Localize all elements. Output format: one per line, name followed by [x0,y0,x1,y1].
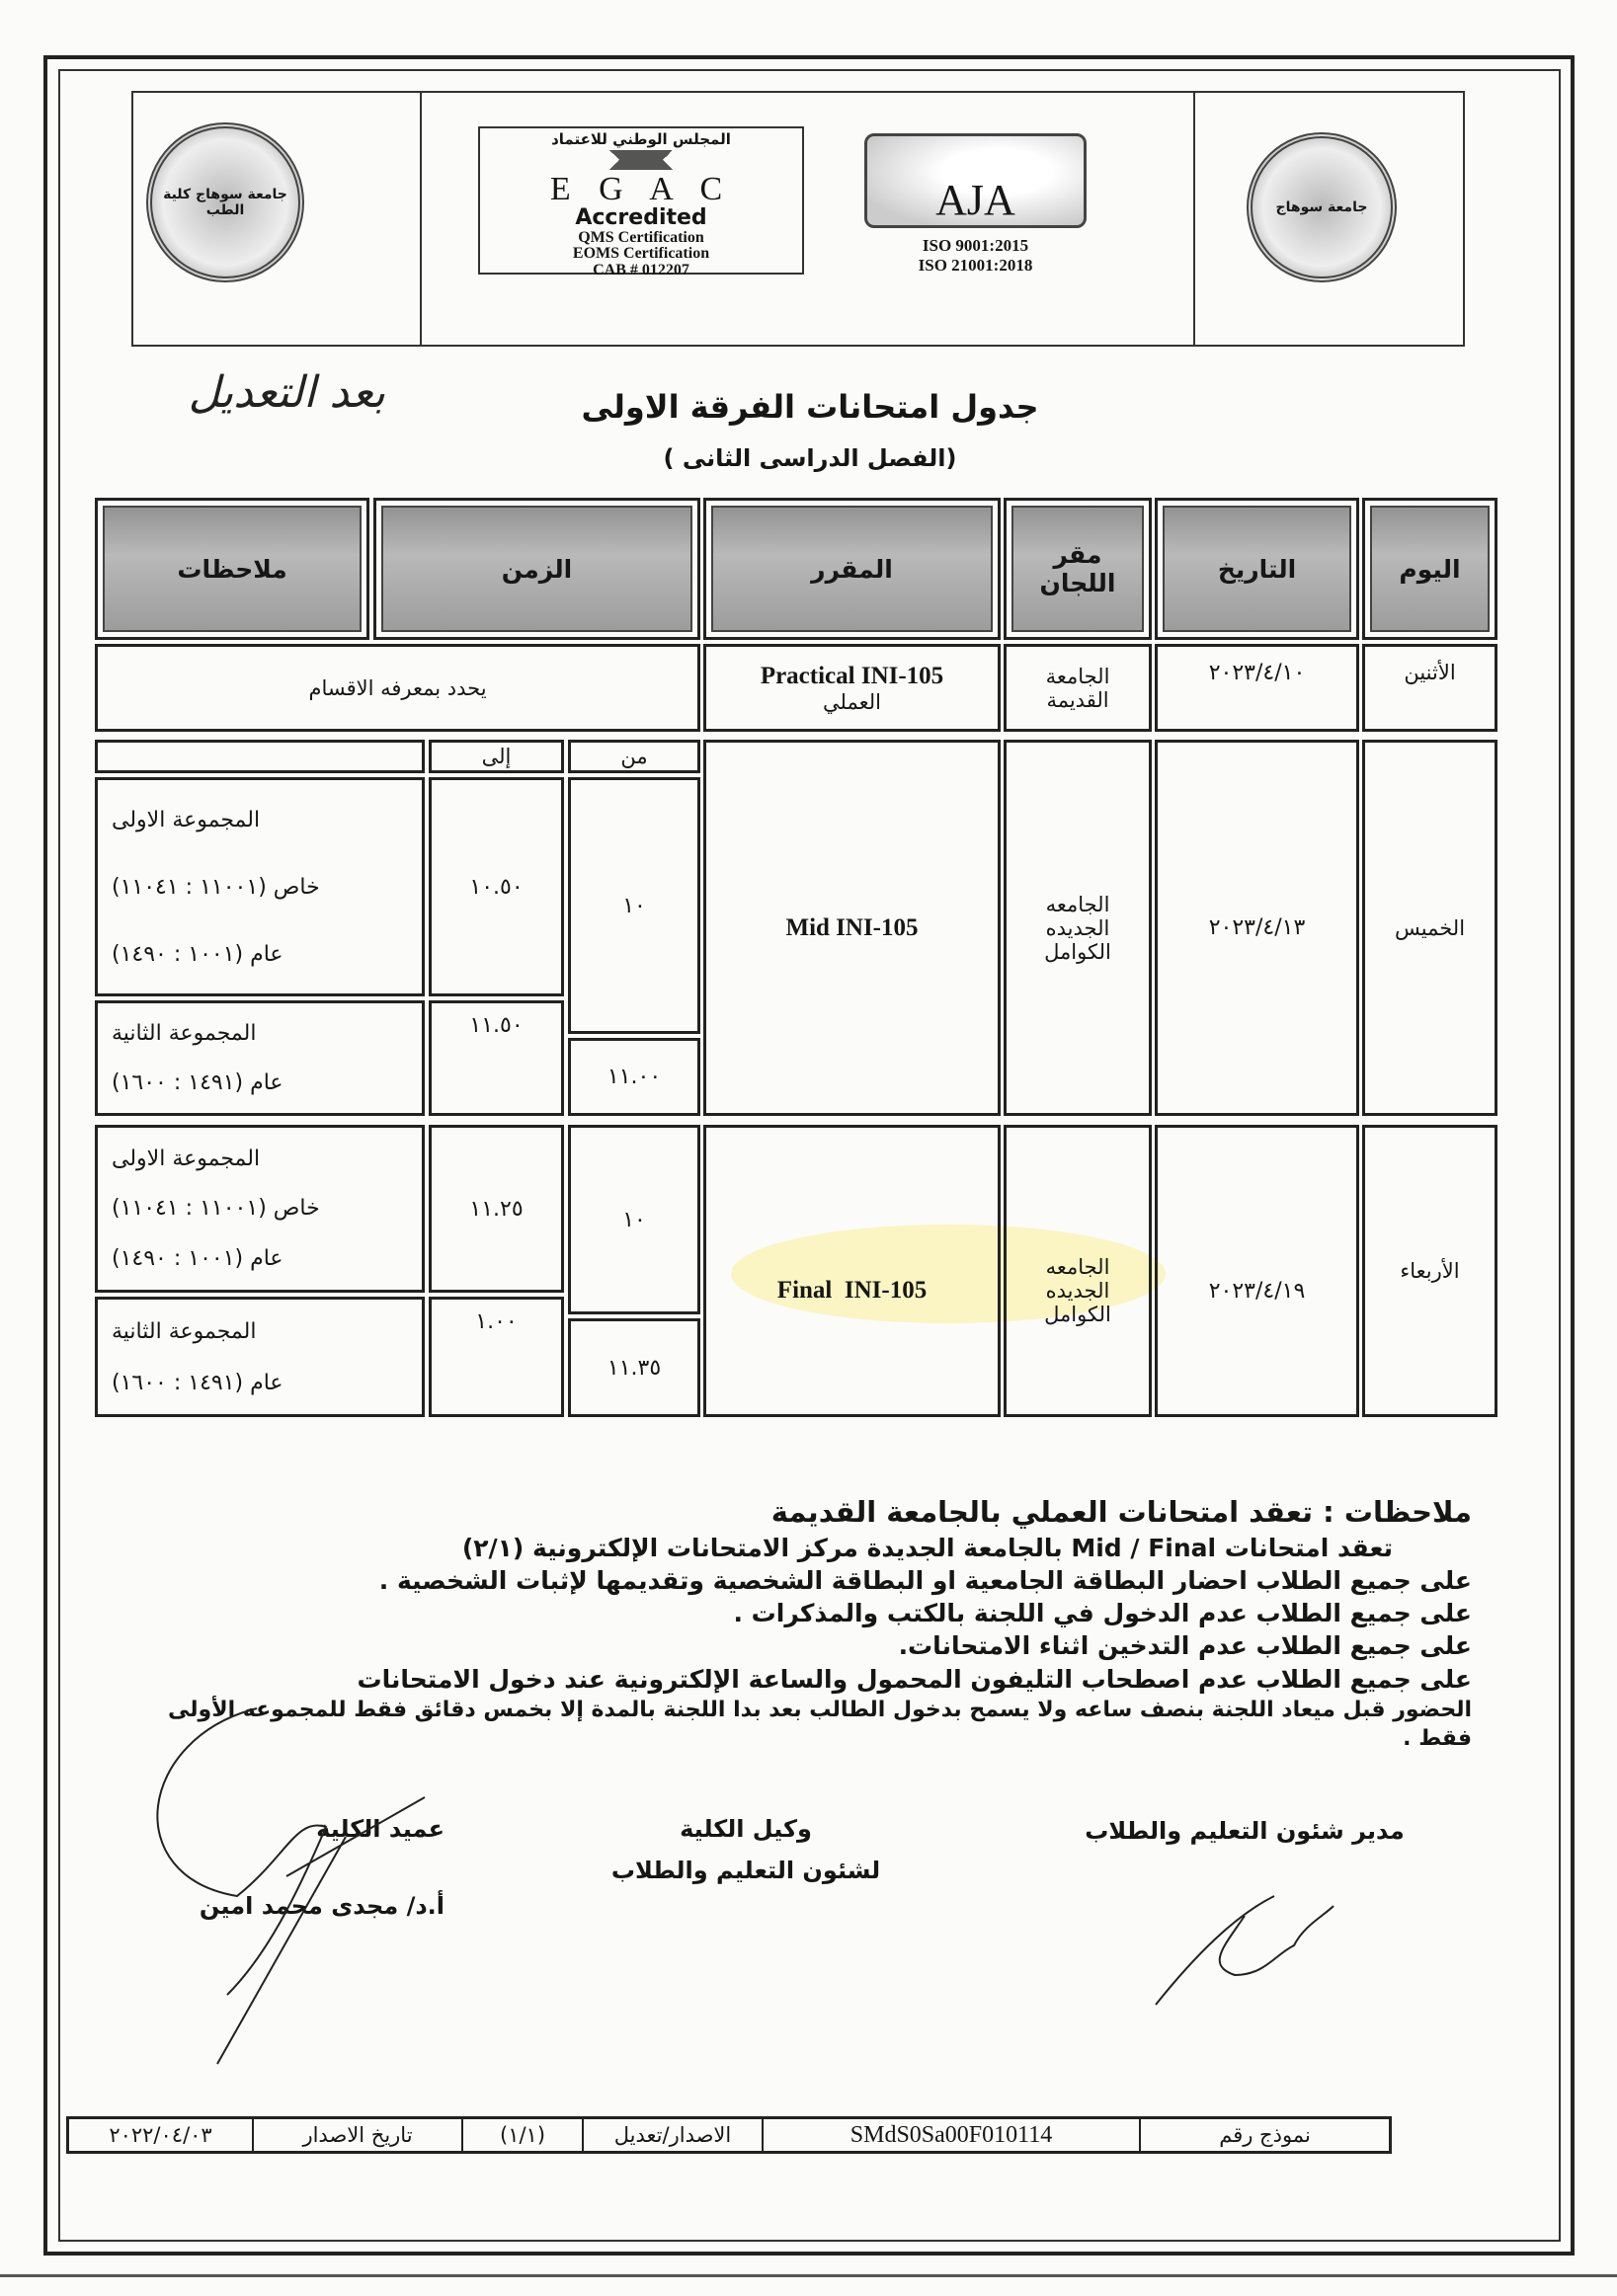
row2-g2-from: ١١.٠٠ [568,1038,700,1116]
dean-title: عميد الكلية [316,1815,445,1843]
row2-room: الجامعه الجديده الكوامل [1004,740,1152,1116]
row3-course: Final INI-105 [703,1125,1001,1417]
row3-group1 [95,1125,425,1293]
row3-date: ٢٠٢٣/٤/١٩ [1155,1125,1359,1417]
row2-group1 [95,777,425,996]
row3-day: الأربعاء [1362,1125,1497,1417]
egac-accredited: Accredited [575,205,707,231]
note-line: على جميع الطلاب عدم الدخول في اللجنة بالكتب والمذكرات . [733,1599,1472,1628]
row2-date: ٢٠٢٣/٤/١٣ [1155,740,1359,1116]
row2-g1-from: ١٠ [568,777,700,1034]
row3-room: الجامعه الجديده الكوامل [1004,1125,1152,1417]
manager-signature-scribble [1126,1857,1353,2015]
course-sub: العملي [823,689,881,714]
row2-group2 [95,1000,425,1116]
blank-cell [95,740,425,773]
iso-line: ISO 9001:2015 [922,236,1029,255]
note-line: على جميع الطلاب عدم التدخين اثناء الامتحانات. [898,1631,1472,1661]
subheader-from: من [568,740,700,773]
version-label: الاصدار/تعديل [582,2119,762,2151]
course-code: Practical INI-105 [760,662,944,689]
aja-logo [864,133,1087,275]
note-line: الحضور قبل ميعاد اللجنة بنصف ساعه ولا يسمح بدخول الطالب بعد بدا اللجنة بالمدة إلا بخمس دقائق فقط للمجموعه الأولى فقط . [168,1697,1472,1752]
header-time: الزمن [373,498,700,640]
note-line: تعقد امتحانات Mid / Final بالجامعة الجديدة مركز الامتحانات الإلكترونية (٢/١) [461,1533,1393,1562]
form-number: SMdS0Sa00F010114 [762,2119,1139,2151]
iso-line: ISO 21001:2018 [918,256,1033,275]
header-course: المقرر [703,498,1001,640]
group-title: المجموعة الثانية [112,1318,257,1344]
row1-day: الأثنين [1362,644,1497,732]
aja-globe-badge [864,133,1087,228]
group-range: خاص (١١٠٠١ : ١١٠٤١) [112,874,320,900]
vice-dean-sub: لشئون التعليم والطلاب [610,1857,881,1884]
page-edge-line [0,2274,1617,2277]
header-day: اليوم [1362,498,1497,640]
header-date: التاريخ [1155,498,1359,640]
row1-notes: يحدد بمعرفه الاقسام [95,644,700,732]
issue-date: ٢٠٢٢/٠٤/٠٣ [109,2123,212,2147]
egac-line: EOMS Certification [572,245,710,263]
vice-dean-label [583,1815,909,1884]
row1-room: الجامعة القديمة [1004,644,1152,732]
group-range: عام (١٤٩١ : ١٦٠٠) [112,1069,283,1095]
egac-logo [478,126,804,279]
row3-g1-to: ١١.٢٥ [429,1125,564,1293]
egac-line: CAB # 012207 [593,262,689,279]
mountain-icon [542,150,740,170]
row3-g1-from: ١٠ [568,1125,700,1314]
page-subtitle: (الفصل الدراسى الثانى ) [663,444,957,472]
note-line: على جميع الطلاب احضار البطاقة الجامعية او البطاقة الشخصية وتقديمها لإثبات الشخصية . [378,1565,1472,1595]
row2-g2-to: ١١.٥٠ [429,1000,564,1116]
group-title: المجموعة الثانية [112,1021,257,1047]
row3-group2 [95,1297,425,1417]
subheader-to: إلى [429,740,564,773]
row2-day: الخميس [1362,740,1497,1116]
handwritten-note: بعد التعديل [188,367,385,418]
faculty-logo-text: جامعة سوهاج كلية الطب [146,122,304,282]
egac-name: E G A C [549,170,733,207]
group-title: المجموعة الاولى [112,807,261,832]
note-line: على جميع الطلاب عدم اصطحاب التليفون المحمول والساعة الإلكترونية عند دخول الامتحانات [357,1664,1472,1694]
row2-g1-to: ١٠.٥٠ [429,777,564,996]
university-logo-text: جامعة سوهاج [1247,132,1397,282]
group-range: عام (١٠٠١ : ١٤٩٠) [112,1246,283,1272]
issue-date-label: تاريخ الاصدار [252,2119,461,2151]
row3-g2-from: ١١.٣٥ [568,1318,700,1417]
group-title: المجموعة الاولى [112,1146,261,1171]
dean-signature-scribble [99,1699,454,2074]
divider [1193,91,1195,347]
dean-name: أ.د/ مجدى محمد امين [199,1892,445,1920]
group-range: عام (١٠٠١ : ١٤٩٠) [112,941,283,967]
header-room: مقر اللجان [1004,498,1152,640]
row3-g2-to: ١.٠٠ [429,1297,564,1417]
row1-course [703,644,1001,732]
manager-signature-label: مدير شئون التعليم والطلاب [1085,1817,1405,1845]
page-title: جدول امتحانات الفرقة الاولى [581,388,1039,426]
divider [420,91,422,347]
egac-arabic: المجلس الوطني للاعتماد [551,130,731,148]
university-logo [1243,128,1401,286]
group-range: خاص (١١٠٠١ : ١١٠٤١) [112,1196,320,1222]
faculty-logo [146,119,304,286]
row2-course: Mid INI-105 [703,740,1001,1116]
version: (١/١) [461,2119,582,2151]
row1-date: ٢٠٢٣/٤/١٠ [1155,644,1359,732]
form-number-label: نموذج رقم [1139,2119,1389,2151]
aja-name: AJA [935,176,1015,224]
footer-form-info [66,2116,1392,2154]
vice-dean-title: وكيل الكلية [680,1815,812,1843]
group-range: عام (١٤٩١ : ١٦٠٠) [112,1370,283,1395]
note-line: ملاحظات : تعقد امتحانات العملي بالجامعة القديمة [770,1495,1472,1529]
egac-line: QMS Certification [578,228,704,246]
header-notes: ملاحظات [95,498,369,640]
